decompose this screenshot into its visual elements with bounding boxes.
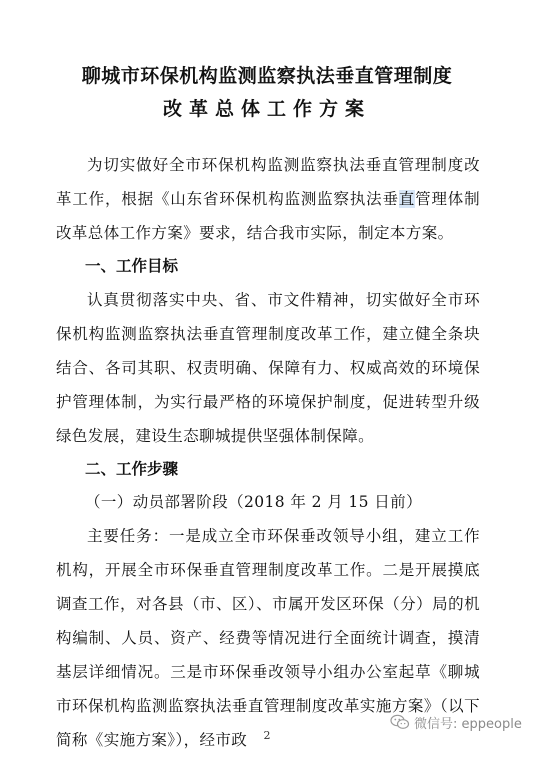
section2-heading: 二、工作步骤 [85, 460, 179, 478]
selected-text-highlight[interactable]: 直 [398, 190, 416, 208]
intro-text-before: 为切实做好全市环保机构监测监察执法垂直管理制度改革工作，根据《山东省环保机构监测监察执法垂 [56, 156, 480, 208]
document-title-line1: 聊城市环保机构监测监察执法垂直管理制度 [81, 65, 453, 87]
intro-text-after: 管理体制改革总体工作方案》要求，结合我市实际，制定本方案。 [56, 190, 480, 242]
section1-heading: 一、工作目标 [85, 257, 179, 275]
watermark-text: 微信号: eppeople [414, 716, 522, 732]
stage1-paragraph: 主要任务：一是成立全市环保垂改领导小组，建立工作机构，开展全市环保垂直管理制度改革工作。二是开展摸底调查工作，对各县（市、区）、市属开发区环保（分）局的机构编制、人员、资产、经费等情况进行全面统计调查，摸清基层详细情况。三是市环保垂改领导小组办公室起草《聊城市环保机构监测监察执法垂直管理制度改革实施方案》（以下简称《实施方案》），经市政 [56, 527, 480, 749]
section1-paragraph: 认真贯彻落实中央、省、市文件精神，切实做好全市环保机构监测监察执法垂直管理制度改革工作，建立健全条块结合、各司其职、权责明确、保障有力、权威高效的环境保护管理体制，为实行最严格的环境保护制度，促进转型升级绿色发展，建设生态聊城提供坚强体制保障。 [56, 291, 480, 445]
document-title-line2: 改革总体工作方案 [162, 98, 371, 120]
intro-paragraph [56, 148, 480, 250]
wechat-icon [390, 714, 410, 730]
stage1-heading: （一）动员部署阶段（2018 年 2 月 15 日前） [85, 493, 422, 511]
page-number: 2 [263, 729, 271, 742]
